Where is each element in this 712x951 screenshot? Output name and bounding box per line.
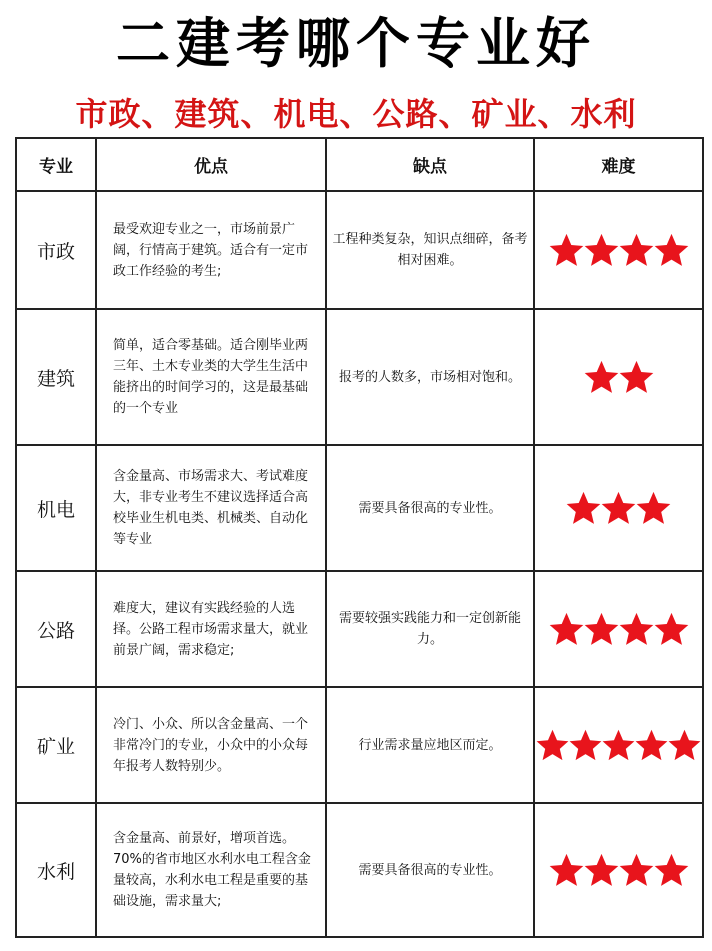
difficulty-stars: [534, 687, 703, 803]
header-difficulty: 难度: [534, 138, 703, 191]
major-cell: 矿业: [16, 687, 96, 803]
cons-cell: 需要具备很高的专业性。: [326, 445, 534, 571]
star-icon: [653, 852, 690, 889]
difficulty-stars: [534, 191, 703, 309]
major-cell: 市政: [16, 191, 96, 309]
major-cell: 建筑: [16, 309, 96, 445]
star-icon: [600, 490, 637, 527]
major-cell: 公路: [16, 571, 96, 687]
cons-cell: 需要较强实践能力和一定创新能力。: [326, 571, 534, 687]
star-icon: [583, 852, 620, 889]
major-cell: 水利: [16, 803, 96, 937]
difficulty-stars: [534, 445, 703, 571]
difficulty-stars: [534, 309, 703, 445]
star-icon: [583, 232, 620, 269]
table-row: [16, 803, 703, 937]
cons-cell: 行业需求量应地区而定。: [326, 687, 534, 803]
pros-cell: 难度大，建议有实践经验的人选择。公路工程市场需求量大，就业前景广阔，需求稳定;: [96, 571, 326, 687]
star-icon: [653, 232, 690, 269]
star-icon: [548, 611, 585, 648]
pros-cell: 最受欢迎专业之一，市场前景广阔，行情高于建筑。适合有一定市政工作经验的考生;: [96, 191, 326, 309]
star-icon: [635, 490, 672, 527]
star-icon: [667, 728, 702, 763]
table-row: [16, 191, 703, 309]
star-icon: [548, 232, 585, 269]
major-cell: 机电: [16, 445, 96, 571]
table-header-row: [16, 138, 703, 191]
pros-cell: 含金量高、市场需求大、考试难度大，非专业考生不建议选择适合高校毕业生机电类、机械类、自动化等专业: [96, 445, 326, 571]
cons-cell: 报考的人数多，市场相对饱和。: [326, 309, 534, 445]
header-cons: 缺点: [326, 138, 534, 191]
cons-cell: 工程种类复杂，知识点细碎，备考相对困难。: [326, 191, 534, 309]
table-row: [16, 309, 703, 445]
page-title: 二建考哪个专业好: [116, 12, 596, 75]
table-row: [16, 571, 703, 687]
star-icon: [583, 611, 620, 648]
table-row: [16, 687, 703, 803]
star-icon: [653, 611, 690, 648]
star-icon: [601, 728, 636, 763]
table-row: [16, 445, 703, 571]
star-icon: [618, 359, 655, 396]
cons-cell: 需要具备很高的专业性。: [326, 803, 534, 937]
pros-cell: 简单，适合零基础。适合刚毕业两三年、土木专业类的大学生生活中能挤出的时间学习的，这是最基础的一个专业: [96, 309, 326, 445]
header-major: 专业: [16, 138, 96, 191]
star-icon: [548, 852, 585, 889]
star-icon: [618, 232, 655, 269]
page-subtitle: 市政、建筑、机电、公路、矿业、水利: [75, 95, 637, 133]
pros-cell: 冷门、小众、所以含金量高、一个非常冷门的专业，小众中的小众每年报考人数特别少。: [96, 687, 326, 803]
star-icon: [634, 728, 669, 763]
star-icon: [583, 359, 620, 396]
pros-cell: 含金量高、前景好，增项首选。70%的省市地区水利水电工程含金量较高，水利水电工程是重要的基础设施，需求量大;: [96, 803, 326, 937]
difficulty-stars: [534, 803, 703, 937]
star-icon: [565, 490, 602, 527]
comparison-table: [15, 137, 704, 938]
difficulty-stars: [534, 571, 703, 687]
star-icon: [618, 611, 655, 648]
star-icon: [618, 852, 655, 889]
header-pros: 优点: [96, 138, 326, 191]
star-icon: [568, 728, 603, 763]
star-icon: [535, 728, 570, 763]
